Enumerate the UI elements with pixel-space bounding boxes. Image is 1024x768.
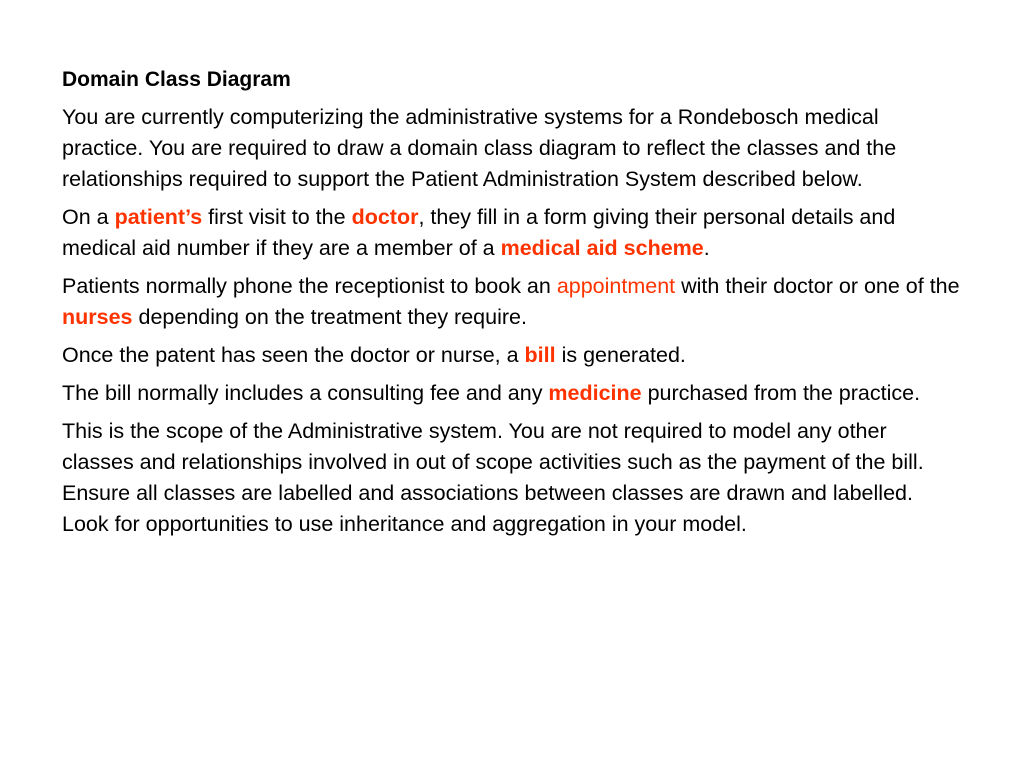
slide-content [62,64,962,547]
bill-paragraph [62,340,962,371]
slide-title: Domain Class Diagram [62,68,291,91]
text-run: , they fill in a form giving their personal details and medical aid number if they are a member of a [62,205,896,260]
text-run: is generated. [555,343,686,367]
keyword-appointment: appointment [556,274,676,298]
scope-paragraph: This is the scope of the Administrative system. You are not required to model any other classes and relationships involved in out of scope activities such as the payment of the bill. Ensure all classes are labelled and associations between classes are drawn and labelled. Look for opportunities to use inheritance and aggregation in your model. [62,419,924,536]
text-run: . [703,236,710,260]
text-run: with their doctor or one of the [675,274,960,298]
keyword-doctor: doctor [351,205,419,229]
keyword-bill: bill [524,343,556,367]
keyword-medicine: medicine [548,381,642,405]
keyword-medical-aid-scheme: medical aid scheme [500,236,704,260]
text-run: On a [62,205,115,229]
text-run: first visit to the [202,205,352,229]
keyword-patient: patient’s [114,205,203,229]
medicine-paragraph [62,378,962,409]
text-run: Patients normally phone the receptionist to book an [62,274,557,298]
intro-paragraph: You are currently computerizing the administrative systems for a Rondebosch medical practice. You are required to draw a domain class diagram to reflect the classes and the relationships required to support the Patient Administration System described below. [62,105,897,191]
text-run: depending on the treatment they require. [132,305,527,329]
appointment-paragraph [62,271,962,333]
keyword-nurses: nurses [62,305,133,329]
text-run: purchased from the practice. [641,381,921,405]
text-run: Once the patent has seen the doctor or nurse, a [62,343,525,367]
text-run: The bill normally includes a consulting fee and any [62,381,549,405]
first-visit-paragraph [62,202,962,264]
